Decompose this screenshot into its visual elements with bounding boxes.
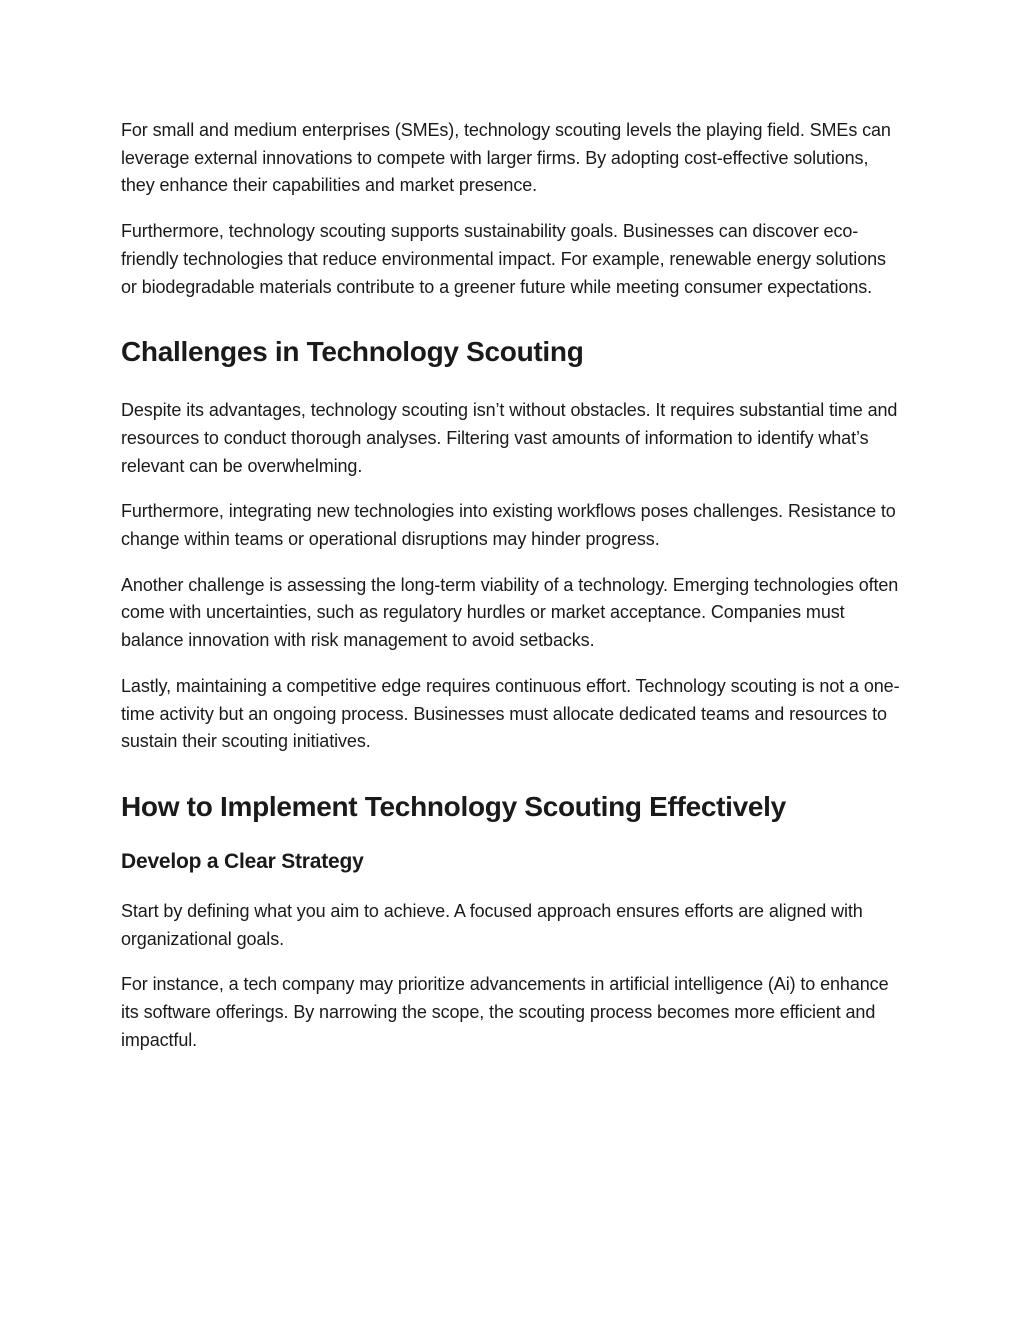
paragraph-viability: Another challenge is assessing the long-term viability of a technology. Emerging technologies often come with uncertainties, such as regulatory hurdles or market acceptance. Companies must balance innovation with risk management to avoid setbacks.: [121, 574, 899, 651]
paragraph-example-ai: For instance, a tech company may prioritize advancements in artificial intelligence (Ai) to enhance its software offerings. By narrowing the scope, the scouting process becomes more efficient and impactful.: [121, 974, 889, 1050]
paragraph-sustainability: Furthermore, technology scouting supports sustainability goals. Businesses can discover eco-friendly technologies that reduce environmental impact. For example, renewable energy solutions or biodegradable materials contribute to a greener future while meeting consumer expectations.: [121, 221, 886, 297]
paragraph-obstacles: Despite its advantages, technology scouting isn’t without obstacles. It requires substantial time and resources to conduct thorough analyses. Filtering vast amounts of information to identify what’s relevant can be overwhelming.: [121, 400, 898, 476]
paragraph-smes: For small and medium enterprises (SMEs), technology scouting levels the playing field. SMEs can leverage external innovations to compete with larger firms. By adopting cost-effective solutions, they enhance their capabilities and market presence.: [121, 120, 891, 196]
heading-challenges: Challenges in Technology Scouting: [121, 336, 584, 368]
paragraph-competitive-edge: Lastly, maintaining a competitive edge requires continuous effort. Technology scouting is not a one-time activity but an ongoing process. Businesses must allocate dedicated teams and resources to sustain their scouting initiatives.: [121, 675, 900, 752]
subheading-strategy: Develop a Clear Strategy: [121, 849, 364, 873]
paragraph-integration: Furthermore, integrating new technologies into existing workflows poses challenges. Resistance to change within teams or operational disruptions may hinder progress.: [121, 501, 896, 550]
heading-implement: How to Implement Technology Scouting Effectively: [121, 790, 786, 822]
document-page: [121, 117, 903, 1072]
paragraph-define-goals: Start by defining what you aim to achieve. A focused approach ensures efforts are aligned with organizational goals.: [121, 900, 863, 949]
